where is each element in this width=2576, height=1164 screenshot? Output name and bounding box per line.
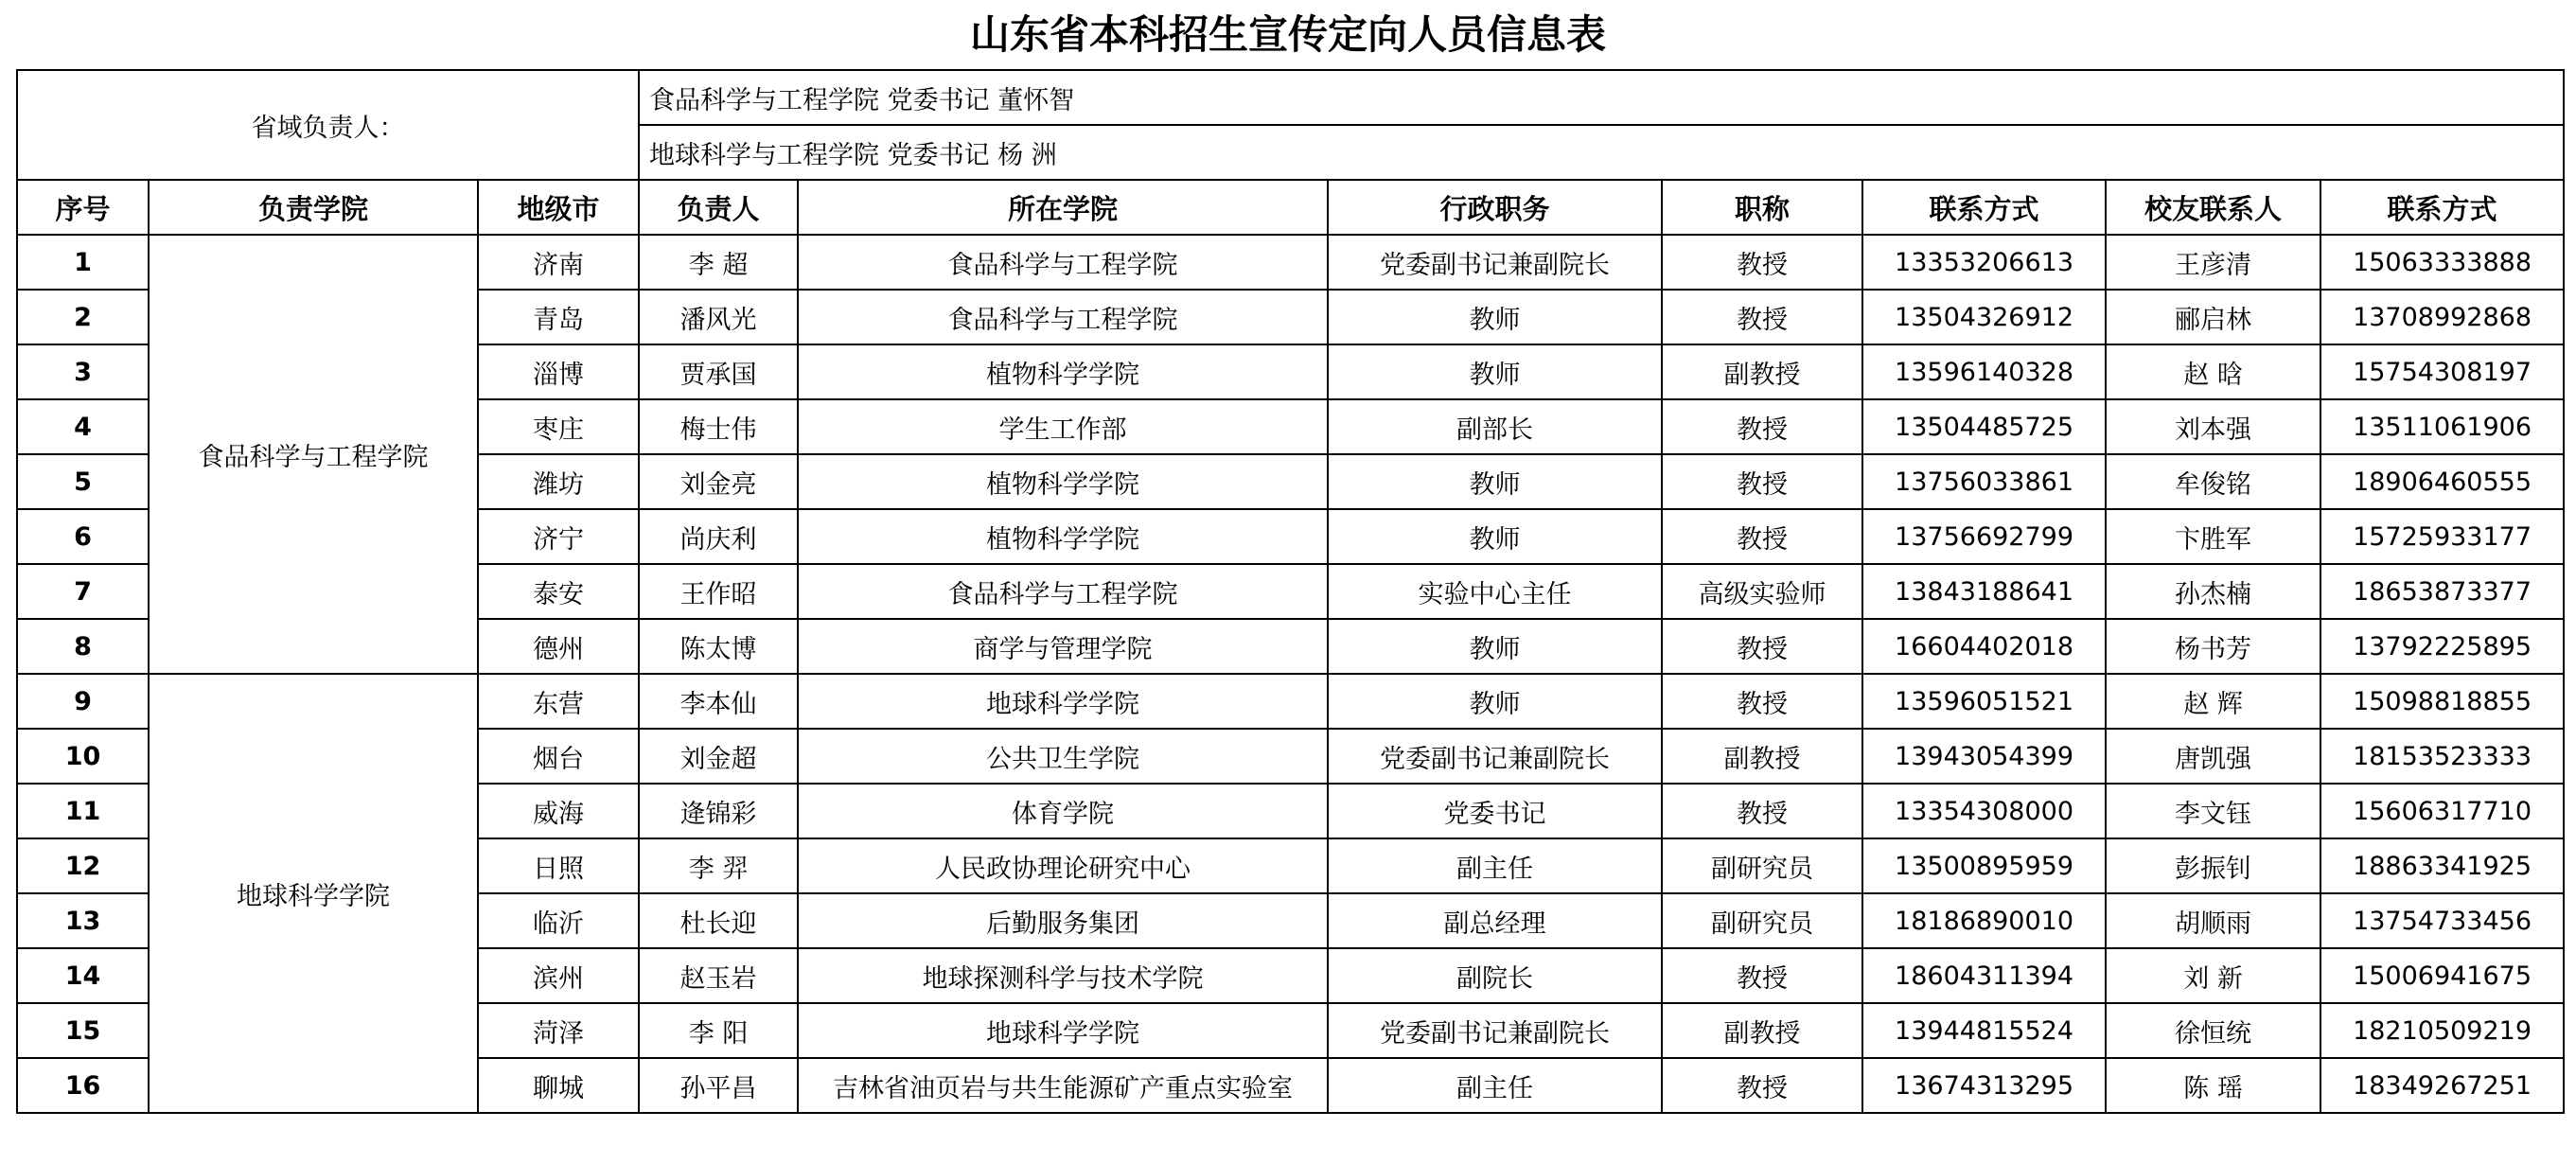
alumni-cell: 卞胜军 (2106, 509, 2320, 564)
college-cell: 后勤服务集团 (798, 893, 1328, 948)
province-lead-label: 省域负责人： (17, 70, 639, 180)
city-cell: 菏泽 (478, 1003, 639, 1058)
phone-cell: 13674313295 (1862, 1058, 2106, 1113)
alumni-phone-cell: 15006941675 (2320, 948, 2564, 1003)
alumni-phone-cell: 18653873377 (2320, 564, 2564, 619)
seq-cell: 16 (17, 1058, 149, 1113)
position-cell: 副院长 (1328, 948, 1662, 1003)
phone-cell: 18604311394 (1862, 948, 2106, 1003)
seq-cell: 14 (17, 948, 149, 1003)
phone-cell: 16604402018 (1862, 619, 2106, 674)
rank-cell: 教授 (1662, 619, 1862, 674)
phone-cell: 13354308000 (1862, 784, 2106, 838)
position-cell: 党委副书记兼副院长 (1328, 1003, 1662, 1058)
alumni-phone-cell: 15063333888 (2320, 235, 2564, 290)
city-cell: 青岛 (478, 290, 639, 344)
city-cell: 临沂 (478, 893, 639, 948)
person-cell: 陈太博 (639, 619, 798, 674)
position-cell: 教师 (1328, 619, 1662, 674)
person-cell: 刘金超 (639, 729, 798, 784)
seq-cell: 1 (17, 235, 149, 290)
alumni-phone-cell: 18210509219 (2320, 1003, 2564, 1058)
college-cell: 人民政协理论研究中心 (798, 838, 1328, 893)
city-cell: 烟台 (478, 729, 639, 784)
city-cell: 聊城 (478, 1058, 639, 1113)
alumni-cell: 杨书芳 (2106, 619, 2320, 674)
position-cell: 教师 (1328, 290, 1662, 344)
seq-cell: 13 (17, 893, 149, 948)
position-cell: 副部长 (1328, 399, 1662, 454)
college-cell: 地球探测科学与技术学院 (798, 948, 1328, 1003)
college-cell: 公共卫生学院 (798, 729, 1328, 784)
column-header: 联系方式 (2320, 180, 2564, 235)
alumni-cell: 刘 新 (2106, 948, 2320, 1003)
college-cell: 食品科学与工程学院 (798, 564, 1328, 619)
alumni-phone-cell: 13708992868 (2320, 290, 2564, 344)
city-cell: 泰安 (478, 564, 639, 619)
city-cell: 东营 (478, 674, 639, 729)
position-cell: 副主任 (1328, 838, 1662, 893)
position-cell: 党委书记 (1328, 784, 1662, 838)
phone-cell: 13756692799 (1862, 509, 2106, 564)
rank-cell: 副教授 (1662, 344, 1862, 399)
person-cell: 李本仙 (639, 674, 798, 729)
person-cell: 孙平昌 (639, 1058, 798, 1113)
seq-cell: 5 (17, 454, 149, 509)
position-cell: 副主任 (1328, 1058, 1662, 1113)
alumni-phone-cell: 13792225895 (2320, 619, 2564, 674)
city-cell: 济南 (478, 235, 639, 290)
responsible-college-cell: 地球科学学院 (149, 674, 478, 1113)
rank-cell: 副教授 (1662, 1003, 1862, 1058)
alumni-cell: 牟俊铭 (2106, 454, 2320, 509)
person-cell: 赵玉岩 (639, 948, 798, 1003)
rank-cell: 教授 (1662, 784, 1862, 838)
rank-cell: 教授 (1662, 674, 1862, 729)
rank-cell: 高级实验师 (1662, 564, 1862, 619)
position-cell: 教师 (1328, 509, 1662, 564)
college-cell: 吉林省油页岩与共生能源矿产重点实验室 (798, 1058, 1328, 1113)
person-cell: 尚庆利 (639, 509, 798, 564)
province-lead-line: 食品科学与工程学院 党委书记 董怀智 (639, 70, 2564, 125)
province-lead-line: 地球科学与工程学院 党委书记 杨 洲 (639, 125, 2564, 180)
person-cell: 潘风光 (639, 290, 798, 344)
position-cell: 实验中心主任 (1328, 564, 1662, 619)
college-cell: 商学与管理学院 (798, 619, 1328, 674)
rank-cell: 副研究员 (1662, 893, 1862, 948)
city-cell: 济宁 (478, 509, 639, 564)
table-row (17, 674, 2564, 729)
column-header: 联系方式 (1862, 180, 2106, 235)
rank-cell: 教授 (1662, 290, 1862, 344)
alumni-phone-cell: 15725933177 (2320, 509, 2564, 564)
column-header: 负责学院 (149, 180, 478, 235)
alumni-cell: 唐凯强 (2106, 729, 2320, 784)
phone-cell: 13596140328 (1862, 344, 2106, 399)
column-header: 地级市 (478, 180, 639, 235)
alumni-phone-cell: 18349267251 (2320, 1058, 2564, 1113)
rank-cell: 教授 (1662, 948, 1862, 1003)
college-cell: 食品科学与工程学院 (798, 235, 1328, 290)
alumni-cell: 胡顺雨 (2106, 893, 2320, 948)
seq-cell: 8 (17, 619, 149, 674)
phone-cell: 18186890010 (1862, 893, 2106, 948)
column-header: 所在学院 (798, 180, 1328, 235)
alumni-cell: 彭振钊 (2106, 838, 2320, 893)
alumni-cell: 孙杰楠 (2106, 564, 2320, 619)
seq-cell: 2 (17, 290, 149, 344)
rank-cell: 教授 (1662, 454, 1862, 509)
position-cell: 教师 (1328, 344, 1662, 399)
alumni-cell: 赵 晗 (2106, 344, 2320, 399)
alumni-cell: 郦启林 (2106, 290, 2320, 344)
sheet-title: 山东省本科招生宣传定向人员信息表 (969, 11, 1606, 58)
phone-cell: 13943054399 (1862, 729, 2106, 784)
phone-cell: 13500895959 (1862, 838, 2106, 893)
alumni-cell: 李文钰 (2106, 784, 2320, 838)
alumni-cell: 陈 瑶 (2106, 1058, 2320, 1113)
person-cell: 李 羿 (639, 838, 798, 893)
table-row (17, 235, 2564, 290)
alumni-phone-cell: 15606317710 (2320, 784, 2564, 838)
phone-cell: 13596051521 (1862, 674, 2106, 729)
seq-cell: 12 (17, 838, 149, 893)
college-cell: 植物科学学院 (798, 454, 1328, 509)
rank-cell: 副教授 (1662, 729, 1862, 784)
college-cell: 地球科学学院 (798, 1003, 1328, 1058)
person-cell: 李 超 (639, 235, 798, 290)
column-header: 校友联系人 (2106, 180, 2320, 235)
city-cell: 潍坊 (478, 454, 639, 509)
column-header: 序号 (17, 180, 149, 235)
person-cell: 李 阳 (639, 1003, 798, 1058)
header-row (17, 180, 2564, 235)
rank-cell: 教授 (1662, 509, 1862, 564)
position-cell: 教师 (1328, 674, 1662, 729)
person-cell: 杜长迎 (639, 893, 798, 948)
rank-cell: 教授 (1662, 1058, 1862, 1113)
city-cell: 滨州 (478, 948, 639, 1003)
alumni-cell: 赵 辉 (2106, 674, 2320, 729)
city-cell: 德州 (478, 619, 639, 674)
alumni-phone-cell: 18906460555 (2320, 454, 2564, 509)
college-cell: 地球科学学院 (798, 674, 1328, 729)
position-cell: 副总经理 (1328, 893, 1662, 948)
rank-cell: 教授 (1662, 399, 1862, 454)
alumni-phone-cell: 18863341925 (2320, 838, 2564, 893)
alumni-cell: 徐恒统 (2106, 1003, 2320, 1058)
column-header: 行政职务 (1328, 180, 1662, 235)
rank-cell: 副研究员 (1662, 838, 1862, 893)
phone-cell: 13843188641 (1862, 564, 2106, 619)
position-cell: 党委副书记兼副院长 (1328, 235, 1662, 290)
seq-cell: 3 (17, 344, 149, 399)
column-header: 负责人 (639, 180, 798, 235)
phone-cell: 13944815524 (1862, 1003, 2106, 1058)
province-lead-row (17, 70, 2564, 125)
city-cell: 日照 (478, 838, 639, 893)
seq-cell: 15 (17, 1003, 149, 1058)
alumni-cell: 王彦清 (2106, 235, 2320, 290)
person-cell: 贾承国 (639, 344, 798, 399)
phone-cell: 13353206613 (1862, 235, 2106, 290)
phone-cell: 13756033861 (1862, 454, 2106, 509)
seq-cell: 9 (17, 674, 149, 729)
column-header: 职称 (1662, 180, 1862, 235)
person-cell: 刘金亮 (639, 454, 798, 509)
seq-cell: 11 (17, 784, 149, 838)
person-cell: 梅士伟 (639, 399, 798, 454)
alumni-phone-cell: 15754308197 (2320, 344, 2564, 399)
seq-cell: 4 (17, 399, 149, 454)
college-cell: 植物科学学院 (798, 509, 1328, 564)
seq-cell: 6 (17, 509, 149, 564)
person-cell: 逄锦彩 (639, 784, 798, 838)
alumni-cell: 刘本强 (2106, 399, 2320, 454)
position-cell: 党委副书记兼副院长 (1328, 729, 1662, 784)
college-cell: 食品科学与工程学院 (798, 290, 1328, 344)
college-cell: 植物科学学院 (798, 344, 1328, 399)
college-cell: 体育学院 (798, 784, 1328, 838)
position-cell: 教师 (1328, 454, 1662, 509)
person-cell: 王作昭 (639, 564, 798, 619)
phone-cell: 13504326912 (1862, 290, 2106, 344)
city-cell: 淄博 (478, 344, 639, 399)
info-table (16, 69, 2565, 1114)
alumni-phone-cell: 18153523333 (2320, 729, 2564, 784)
seq-cell: 10 (17, 729, 149, 784)
responsible-college-cell: 食品科学与工程学院 (149, 235, 478, 674)
college-cell: 学生工作部 (798, 399, 1328, 454)
city-cell: 枣庄 (478, 399, 639, 454)
alumni-phone-cell: 13754733456 (2320, 893, 2564, 948)
alumni-phone-cell: 15098818855 (2320, 674, 2564, 729)
phone-cell: 13504485725 (1862, 399, 2106, 454)
seq-cell: 7 (17, 564, 149, 619)
city-cell: 威海 (478, 784, 639, 838)
alumni-phone-cell: 13511061906 (2320, 399, 2564, 454)
rank-cell: 教授 (1662, 235, 1862, 290)
